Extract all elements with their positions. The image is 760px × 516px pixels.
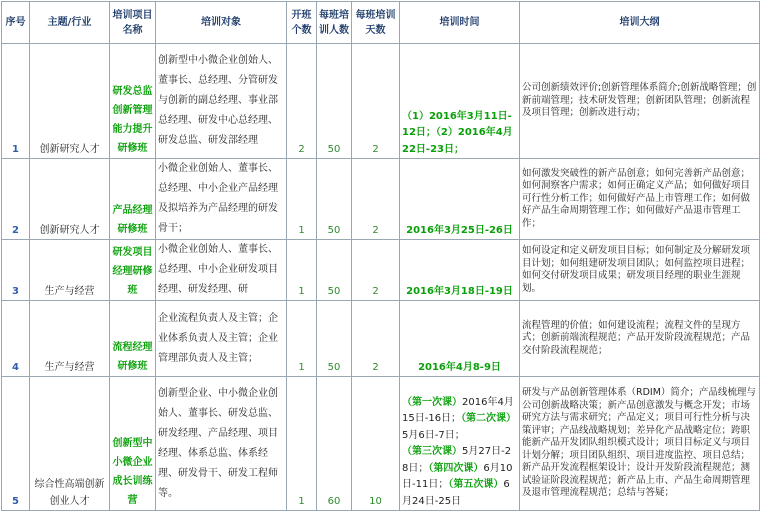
days-cell: 2 [352, 240, 400, 301]
time-cell: 2016年3月18日-19日 [400, 240, 520, 301]
classes-cell: 1 [287, 159, 317, 240]
time-cell: 2016年4月8-9日 [400, 301, 520, 377]
row-number: 2 [2, 159, 30, 240]
time-part: （第一次课） [402, 396, 462, 408]
table-row [2, 301, 760, 377]
time-cell: 2016年3月25日-26日 [400, 159, 520, 240]
header-outline: 培训大纲 [520, 2, 760, 44]
topic-cell: 生产与经营 [30, 301, 110, 377]
table-row [2, 159, 760, 240]
program-name: 产品经理研修班 [110, 159, 156, 240]
row-number: 4 [2, 301, 30, 377]
header-name: 培训项目名称 [110, 2, 156, 44]
people-cell: 50 [317, 301, 352, 377]
header-classes: 开班个数 [287, 2, 317, 44]
people-cell: 50 [317, 159, 352, 240]
time-cell [400, 377, 520, 511]
days-cell: 2 [352, 159, 400, 240]
people-cell: 50 [317, 44, 352, 159]
topic-cell: 创新研究人才 [30, 44, 110, 159]
time-part: 6月10日-11日； [402, 462, 513, 490]
outline-cell: 流程管理的价值；如何建设流程；流程文件的呈现方式；创新前端流程规范；产品开发阶段流程规范；产品交付阶段流程规范； [520, 301, 760, 377]
topic-cell: 综合性高端创新创业人才 [30, 377, 110, 511]
outline-cell: 公司创新绩效评价;创新管理体系简介;创新战略管理；创新前端管理；技术研发管理；创新团队管理；创新流程及项目管理；创新改进行动； [520, 44, 760, 159]
table-row [2, 377, 760, 511]
topic-cell: 创新研究人才 [30, 159, 110, 240]
header-people: 每班培训人数 [317, 2, 352, 44]
table-row [2, 240, 760, 301]
program-name: 创新型中小微企业成长训练营 [110, 377, 156, 511]
outline-cell: 如何激发突破性的新产品创意；如何完善新产品创意；如何洞察客户需求；如何正确定义产品；如何做好项目可行性分析工作；如何做好产品上市管理工作；如何做好产品生命周期管理工作；如何做好产品退市管理工作； [520, 159, 760, 240]
time-part: 6月24日-25日 [402, 479, 510, 507]
time-part: 5月6日-7日； [402, 429, 465, 441]
time-part: （第四次课） [428, 462, 484, 474]
days-cell: 2 [352, 301, 400, 377]
program-name: 研发项目经理研修班 [110, 240, 156, 301]
days-cell: 10 [352, 377, 400, 511]
time-part: （第五次课） [448, 479, 504, 490]
header-audience: 培训对象 [156, 2, 287, 44]
classes-cell: 1 [287, 240, 317, 301]
header-days: 每班培训天数 [352, 2, 400, 44]
people-cell: 50 [317, 240, 352, 301]
time-cell: （1）2016年3月11日-12日；（2）2016年4月22日-23日； [400, 44, 520, 159]
program-name: 研发总监创新管理能力提升研修班 [110, 44, 156, 159]
row-number: 5 [2, 377, 30, 511]
audience-cell: 创新型中小微企业创始人、董事长、总经理、分管研发与创新的副总经理、事业部总经理、研发中心总经理、研发总监、研发部经理 [156, 44, 287, 159]
header-time: 培训时间 [400, 2, 520, 44]
people-cell: 60 [317, 377, 352, 511]
training-table [1, 1, 760, 511]
classes-cell: 1 [287, 377, 317, 511]
outline-cell: 如何设定和定义研发项目目标；如何制定及分解研发项目计划；如何组建研发项目团队；如何监控项目进程；如何交付研发项目成果；研发项目经理的职业生涯规划。 [520, 240, 760, 301]
row-number: 3 [2, 240, 30, 301]
table-row [2, 44, 760, 159]
header-row [2, 2, 760, 44]
row-number: 1 [2, 44, 30, 159]
time-part: 2016年4月15日-16日； [402, 396, 514, 424]
audience-cell: 创新型企业、中小微企业创始人、董事长、研发总监、研发经理、产品经理、项目经理、体系总监、体系经理、研发骨干、研发工程师等。 [156, 377, 287, 511]
classes-cell: 2 [287, 44, 317, 159]
time-part: 5月27日-28日； [402, 446, 512, 474]
header-no: 序号 [2, 2, 30, 44]
audience-cell: 企业流程负责人及主管；企业体系负责人及主管；企业管理部负责人及主管； [156, 301, 287, 377]
time-part: （第三次课） [402, 446, 462, 457]
audience-cell: 小微企业创始人、董事长、总经理、中小企业研发项目经理、研发经理、研 [156, 240, 287, 301]
program-name: 流程经理研修班 [110, 301, 156, 377]
classes-cell: 1 [287, 301, 317, 377]
audience-cell: 小微企业创始人、董事长、总经理、中小企业产品经理及拟培养为产品经理的研发骨干； [156, 159, 287, 240]
days-cell: 2 [352, 44, 400, 159]
header-topic: 主题/行业 [30, 2, 110, 44]
outline-cell: 研发与产品创新管理体系（RDIM）简介；产品线梳理与公司创新战略决策；新产品创意激发与概念开发；市场研究方法与需求研究；产品定义；项目可行性分析与决策评审；产品线战略规划；差异化产品战略定位；跨职能新产品开发团队组织模式设计；项目目标定义与项目计划分解；项目团队组织、项目进度监控、项目总结；新产品开发流程框架设计；设计开发阶段流程规范；测试验证阶段流程规范；新产品上市、产品生命周期管理及退市管理流程规范；总结与答疑； [520, 377, 760, 511]
time-part: （第二次课） [461, 413, 517, 424]
topic-cell: 生产与经营 [30, 240, 110, 301]
